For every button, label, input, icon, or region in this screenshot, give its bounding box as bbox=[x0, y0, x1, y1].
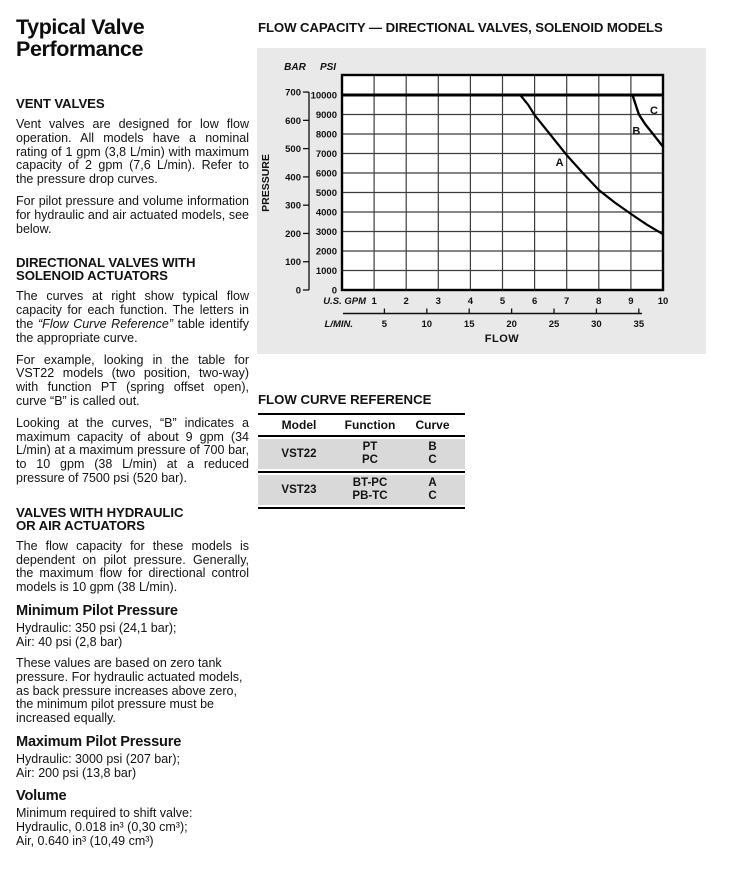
function-value: PC bbox=[362, 454, 378, 466]
minimum-pilot-note: These values are based on zero tank pressure. For hydraulic actuated models, as back pressure increases above zero, the minimum pilot pressure must be increased equally. bbox=[16, 655, 243, 726]
left-column bbox=[16, 16, 249, 856]
svg-text:200: 200 bbox=[285, 228, 301, 240]
svg-text:400: 400 bbox=[285, 172, 301, 184]
subheading-maximum-pilot-pressure: Maximum Pilot Pressure bbox=[16, 733, 182, 750]
volume-line2: Hydraulic, 0.018 in³ (0,30 cm³); bbox=[16, 819, 188, 834]
svg-text:600: 600 bbox=[285, 115, 301, 127]
model-cell bbox=[258, 439, 340, 469]
vent-paragraph-2: For pilot pressure and volume information for hydraulic and air actuated models, see below. bbox=[16, 193, 249, 236]
directional-paragraph-2: For example, looking in the table for VST22 models (two position, two-way) with function PT (spring offset open), curve “B” is called out. bbox=[16, 352, 249, 408]
table-row bbox=[258, 437, 465, 473]
svg-text:4000: 4000 bbox=[315, 207, 337, 219]
table-row bbox=[258, 473, 465, 509]
flow-capacity-chart-panel bbox=[257, 48, 706, 354]
svg-text:8000: 8000 bbox=[315, 129, 337, 141]
svg-text:FLOW: FLOW bbox=[484, 333, 520, 345]
flow-curve-reference-table bbox=[258, 413, 465, 509]
subheading-minimum-pilot-pressure: Minimum Pilot Pressure bbox=[16, 602, 178, 619]
directional-paragraph-3: Looking at the curves, “B” indicates a maximum capacity of about 9 gpm (34 L/min) at a maximum pressure of 700 bar, to 10 gpm (38 L/min) at a reduced pressure of 7500 psi (520 bar). bbox=[16, 415, 249, 485]
svg-text:2000: 2000 bbox=[315, 246, 337, 258]
svg-text:3000: 3000 bbox=[315, 227, 337, 238]
svg-text:6: 6 bbox=[531, 296, 538, 307]
svg-text:7000: 7000 bbox=[315, 149, 337, 160]
svg-text:C: C bbox=[650, 105, 658, 118]
svg-text:9: 9 bbox=[628, 296, 634, 307]
svg-text:100: 100 bbox=[285, 257, 301, 269]
svg-text:0: 0 bbox=[295, 285, 301, 297]
svg-text:300: 300 bbox=[285, 200, 301, 212]
directional-p1-italic: “Flow Curve Reference” bbox=[38, 316, 174, 331]
curve-cell bbox=[400, 475, 465, 505]
svg-text:10000: 10000 bbox=[310, 90, 337, 102]
directional-paragraph-1 bbox=[16, 290, 249, 345]
maximum-pilot-hydraulic: Hydraulic: 3000 psi (207 bar); bbox=[16, 751, 180, 766]
directional-p1-after: table identify the appropriate curve. bbox=[16, 316, 249, 345]
svg-text:U.S. GPM: U.S. GPM bbox=[323, 296, 366, 307]
directional-p1-before: The curves at right show typical flow capacity for each function. The letters in the bbox=[16, 289, 249, 331]
model-cell bbox=[258, 475, 340, 505]
actuators-heading-line1: VALVES WITH HYDRAULIC bbox=[16, 504, 184, 520]
svg-text:1: 1 bbox=[371, 296, 377, 307]
model-value: VST22 bbox=[281, 447, 317, 460]
svg-text:10: 10 bbox=[657, 296, 669, 307]
svg-text:BAR: BAR bbox=[284, 62, 306, 73]
directional-heading-line1: DIRECTIONAL VALVES WITH bbox=[16, 255, 196, 271]
volume-values bbox=[16, 806, 249, 848]
svg-text:10: 10 bbox=[421, 319, 433, 330]
svg-text:3: 3 bbox=[435, 296, 441, 307]
svg-text:6000: 6000 bbox=[315, 168, 337, 180]
curve-value: C bbox=[428, 490, 437, 502]
svg-text:PSI: PSI bbox=[319, 62, 337, 73]
function-cell bbox=[340, 439, 400, 469]
flow-chart-svg bbox=[257, 48, 706, 354]
svg-text:7: 7 bbox=[564, 296, 570, 307]
page-title-line2: Performance bbox=[16, 37, 144, 61]
column-header-model: Model bbox=[281, 418, 317, 432]
page-title bbox=[16, 16, 249, 60]
chart-heading: FLOW CAPACITY — DIRECTIONAL VALVES, SOLENOID MODELS bbox=[258, 20, 663, 35]
directional-heading-line2: SOLENOID ACTUATORS bbox=[16, 268, 168, 284]
svg-text:15: 15 bbox=[463, 319, 475, 330]
vent-paragraph-1: Vent valves are designed for low flow operation. All models have a nominal rating of 1 gpm (3,8 L/min) with maximum capacity of 2 gpm (7,6 L/min). Refer to the pressure drop curves. bbox=[16, 117, 249, 187]
curve-cell bbox=[400, 439, 465, 469]
svg-text:20: 20 bbox=[506, 319, 517, 330]
model-value: VST23 bbox=[281, 483, 317, 496]
svg-text:5000: 5000 bbox=[315, 188, 337, 199]
table-header-row bbox=[258, 415, 465, 437]
svg-text:8: 8 bbox=[596, 296, 602, 307]
function-value: PB-TC bbox=[352, 490, 388, 502]
curve-value: B bbox=[428, 441, 437, 453]
section-heading-directional-valves bbox=[16, 256, 249, 282]
function-value: BT-PC bbox=[352, 477, 388, 489]
minimum-pilot-hydraulic: Hydraulic: 350 psi (24,1 bar); bbox=[16, 620, 177, 635]
svg-text:25: 25 bbox=[548, 319, 560, 330]
section-heading-vent-valves: VENT VALVES bbox=[16, 96, 105, 111]
page-title-line1: Typical Valve bbox=[16, 15, 145, 39]
svg-text:L/MIN.: L/MIN. bbox=[324, 319, 353, 330]
actuators-heading-line2: OR AIR ACTUATORS bbox=[16, 517, 145, 533]
flow-curve-reference-heading: FLOW CURVE REFERENCE bbox=[258, 392, 432, 407]
svg-text:0: 0 bbox=[331, 285, 337, 297]
svg-text:B: B bbox=[632, 125, 641, 138]
svg-text:2: 2 bbox=[403, 296, 409, 307]
svg-text:5: 5 bbox=[499, 296, 506, 307]
svg-text:30: 30 bbox=[591, 319, 602, 330]
svg-text:A: A bbox=[555, 156, 564, 169]
curve-value: A bbox=[428, 477, 437, 489]
minimum-pilot-values bbox=[16, 621, 249, 649]
svg-text:4: 4 bbox=[467, 296, 474, 307]
subheading-volume: Volume bbox=[16, 787, 67, 804]
svg-text:5: 5 bbox=[381, 319, 388, 330]
column-header-curve: Curve bbox=[415, 418, 450, 432]
svg-text:35: 35 bbox=[633, 319, 645, 330]
svg-text:PRESSURE: PRESSURE bbox=[260, 154, 272, 212]
function-value: PT bbox=[362, 441, 378, 453]
svg-text:9000: 9000 bbox=[315, 110, 337, 121]
minimum-pilot-air: Air: 40 psi (2,8 bar) bbox=[16, 634, 123, 649]
function-cell bbox=[340, 475, 400, 505]
column-header-function: Function bbox=[344, 418, 396, 432]
actuators-paragraph-1: The flow capacity for these models is dependent on pilot pressure. Generally, the maximum flow for directional control models is 10 gpm (38 L/min). bbox=[16, 538, 249, 595]
svg-text:1000: 1000 bbox=[315, 266, 337, 277]
volume-line3: Air, 0.640 in³ (10,49 cm³) bbox=[16, 833, 154, 848]
volume-line1: Minimum required to shift valve: bbox=[16, 805, 193, 820]
maximum-pilot-air: Air: 200 psi (13,8 bar) bbox=[16, 765, 137, 780]
curve-value: C bbox=[428, 454, 437, 466]
svg-text:700: 700 bbox=[285, 87, 301, 99]
svg-text:500: 500 bbox=[285, 144, 301, 156]
section-heading-hydraulic-air-actuators bbox=[16, 506, 249, 532]
maximum-pilot-values bbox=[16, 752, 249, 780]
